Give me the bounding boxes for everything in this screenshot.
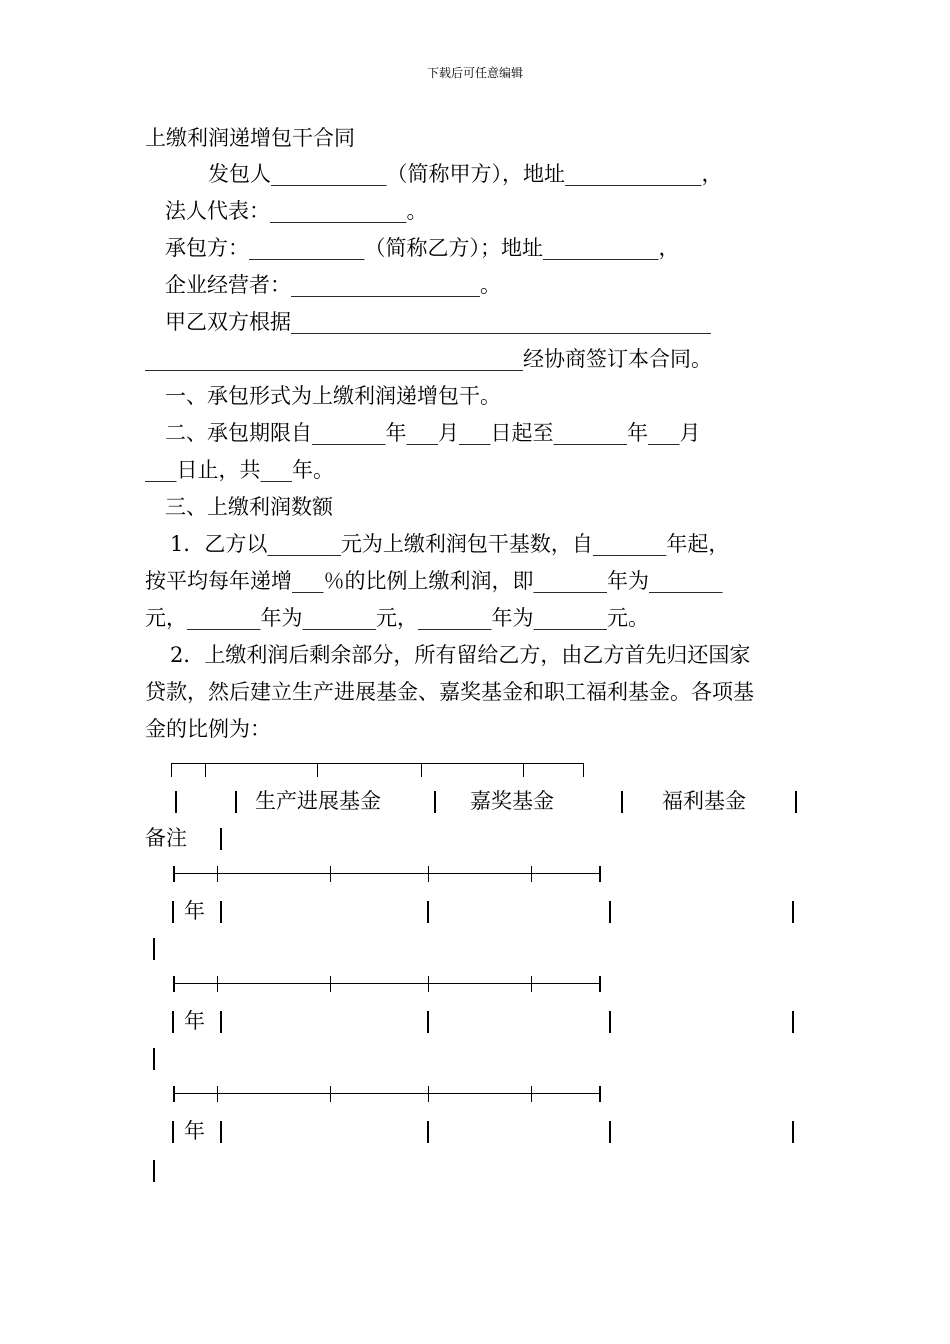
contract-line: 企业经营者：__________________。 bbox=[165, 273, 501, 297]
cell-border bbox=[795, 791, 797, 813]
cell-border bbox=[609, 1011, 611, 1033]
clause-line: 贷款，然后建立生产进展基金、嘉奖基金和职工福利基金。各项基 bbox=[145, 680, 754, 704]
clause-line: 金的比例为： bbox=[145, 717, 271, 741]
header-remarks: 备注 bbox=[145, 826, 187, 850]
row-year-label: 年 bbox=[184, 1009, 205, 1033]
section-heading: 一、承包形式为上缴利润递增包干。 bbox=[165, 384, 501, 408]
section-heading: 三、上缴利润数额 bbox=[165, 495, 333, 519]
cell-border bbox=[235, 791, 237, 813]
header-welfare-fund: 福利基金 bbox=[662, 789, 746, 813]
cell-border bbox=[792, 901, 794, 923]
contract-line: 发包人___________（简称甲方），地址_____________， bbox=[208, 162, 723, 186]
cell-border bbox=[220, 901, 222, 923]
contract-line: 甲乙双方根据________________________________________ bbox=[165, 310, 711, 334]
header-reward-fund: 嘉奖基金 bbox=[470, 789, 554, 813]
header-development-fund: 生产进展基金 bbox=[255, 789, 381, 813]
row-year-label: 年 bbox=[184, 1119, 205, 1143]
cell-border bbox=[609, 901, 611, 923]
contract-line: 承包方：___________（简称乙方）；地址___________， bbox=[165, 236, 680, 260]
clause-line: 2．上缴利润后剩余部分，所有留给乙方，由乙方首先归还国家 bbox=[170, 643, 751, 667]
cell-border bbox=[427, 1011, 429, 1033]
row-separator bbox=[173, 866, 601, 882]
clause-line: 元，_______年为_______元，_______年为_______元。 bbox=[145, 606, 649, 630]
row-separator bbox=[173, 976, 601, 992]
cell-border bbox=[172, 901, 174, 923]
cell-border bbox=[153, 1048, 155, 1070]
cell-border bbox=[792, 1011, 794, 1033]
cell-border bbox=[175, 791, 177, 813]
cell-border bbox=[153, 1160, 155, 1182]
document-title: 上缴利润递增包干合同 bbox=[145, 126, 355, 150]
row-separator bbox=[173, 1086, 601, 1102]
table-top-border bbox=[171, 763, 584, 777]
cell-border bbox=[172, 1011, 174, 1033]
cell-border bbox=[153, 938, 155, 960]
contract-line: ___日止，共___年。 bbox=[145, 458, 334, 482]
row-year-label: 年 bbox=[184, 899, 205, 923]
clause-line: 按平均每年递增___％的比例上缴利润，即_______年为_______ bbox=[145, 569, 723, 593]
cell-border bbox=[427, 1121, 429, 1143]
cell-border bbox=[621, 791, 623, 813]
cell-border bbox=[609, 1121, 611, 1143]
section-heading: 二、承包期限自_______年___月___日起至_______年___月 bbox=[165, 421, 701, 445]
cell-border bbox=[427, 901, 429, 923]
cell-border bbox=[220, 828, 222, 850]
page-header-note: 下载后可任意编辑 bbox=[426, 66, 523, 80]
cell-border bbox=[434, 791, 436, 813]
cell-border bbox=[172, 1121, 174, 1143]
clause-line: 1．乙方以_______元为上缴利润包干基数，自_______年起， bbox=[170, 532, 730, 556]
contract-line: 法人代表：_____________。 bbox=[165, 199, 428, 223]
cell-border bbox=[220, 1121, 222, 1143]
cell-border bbox=[220, 1011, 222, 1033]
contract-line: ____________________________________经协商签订本合同。 bbox=[145, 347, 712, 371]
cell-border bbox=[792, 1121, 794, 1143]
